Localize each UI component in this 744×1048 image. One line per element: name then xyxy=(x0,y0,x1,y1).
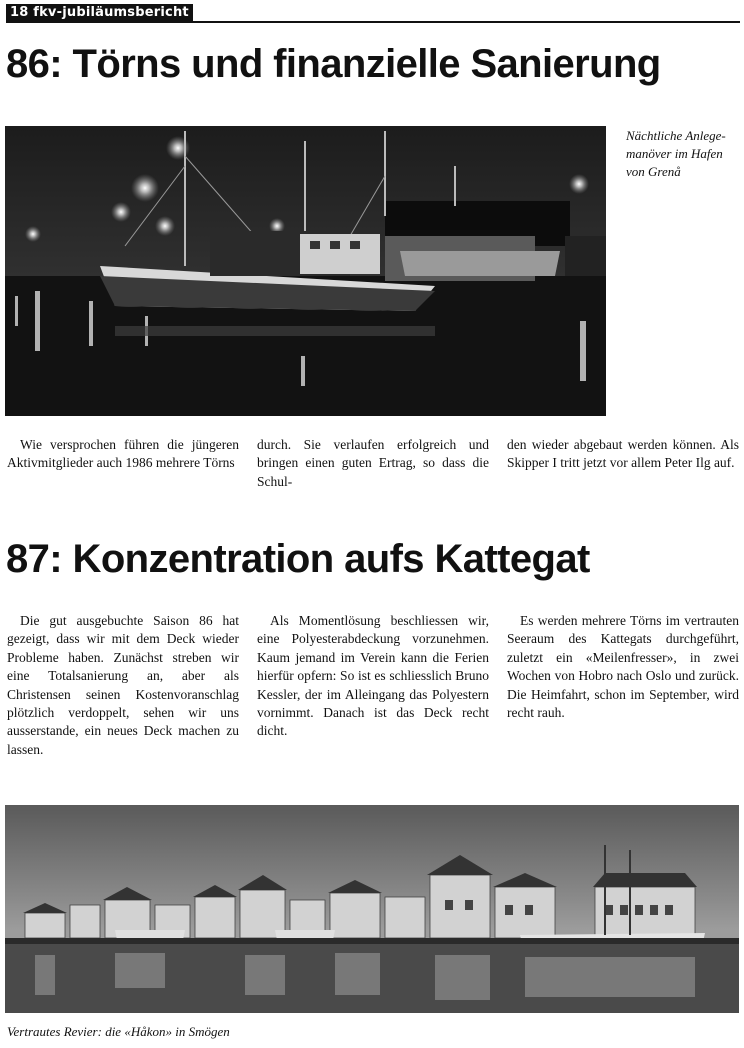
header-rule xyxy=(6,21,740,23)
publication-name: fkv-jubiläumsbericht xyxy=(33,5,189,20)
section-86-column-3: den wieder abgebaut werden können. Als Skipper I tritt jetzt vor allem Peter Ilg auf. xyxy=(507,437,739,471)
section-86-column-2: durch. Sie verlaufen erfolgreich und bringen einen guten Ertrag, so dass die Schul- xyxy=(257,437,489,489)
page-header-label xyxy=(6,4,193,22)
section-86-column-1: Wie versprochen führen die jüngeren Aktivmitglieder auch 1986 mehrere Törns xyxy=(7,437,239,471)
smoegen-photo-caption: Vertrautes Revier: die «Håkon» in Smögen xyxy=(7,1024,230,1039)
harbor-photo-caption: Nächtliche Anlege-manöver im Hafen von Grenå xyxy=(626,128,726,179)
section-87-column-2: Als Momentlösung beschliessen wir, eine Polyesterabdeckung vorzunehmen. Kaum jemand im Verein kann die Ferien hierfür opfern: So ist es schliesslich Bruno Kessler, der im Alleingang das Polyestern vornimmt. Danach ist das Deck recht dicht. xyxy=(257,613,489,739)
page-number: 18 xyxy=(10,5,29,20)
section-87-column-1: Die gut ausgebuchte Saison 86 hat gezeigt, dass wir mit dem Deck wieder Probleme haben. Zunächst streben wir eine Totalsanierung an, aber als Christensen seinen Kostenvoranschlag plötzlich verdoppelt, sehen wir uns ausserstande, ein neues Deck machen zu lassen. xyxy=(7,613,239,757)
smoegen-harbor-photo xyxy=(5,805,739,1013)
section-86-title: 86: Törns und finanzielle Sanierung xyxy=(6,42,661,86)
section-87-column-3: Es werden mehrere Törns im vertrauten Seeraum des Kattegats durchgeführt, zuletzt ein «Meilenfresser», in zwei Wochen von Hobro nach Oslo und zurück. Die Heimfahrt, schon im September, wird recht rauh. xyxy=(507,613,739,721)
harbor-night-photo xyxy=(5,126,606,416)
section-87-title: 87: Konzentration aufs Kattegat xyxy=(6,537,590,581)
